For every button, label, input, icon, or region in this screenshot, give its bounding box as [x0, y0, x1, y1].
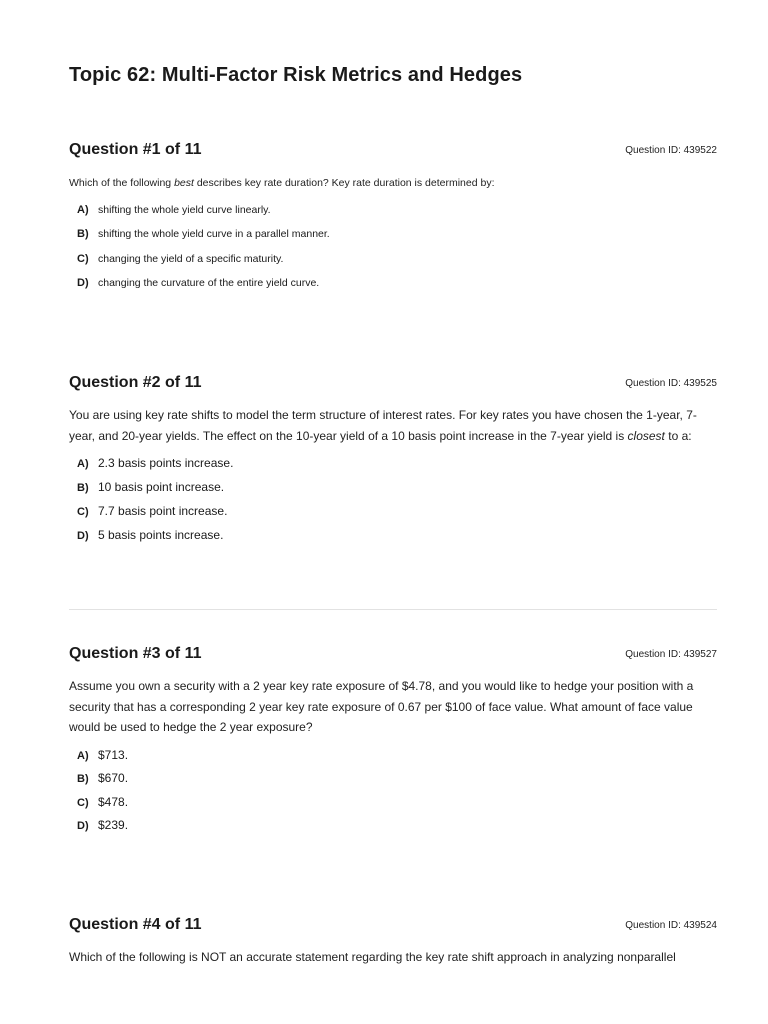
answer-text: changing the yield of a specific maturity.: [98, 252, 284, 265]
answer-text: shifting the whole yield curve linearly.: [98, 203, 271, 216]
answer-letter: A): [77, 458, 89, 470]
answer-list: [69, 456, 717, 552]
question-header: [69, 916, 717, 938]
question-text: [69, 947, 717, 968]
answer-option[interactable]: [77, 818, 717, 842]
answer-option[interactable]: [77, 748, 717, 772]
question-id: Question ID: 439525: [625, 378, 717, 389]
question-text-emphasis: best: [174, 177, 194, 189]
answer-option[interactable]: [77, 480, 717, 504]
question-title: Question #3 of 11: [69, 645, 202, 662]
question-text-emphasis: closest: [627, 428, 665, 443]
answer-text: 2.3 basis points increase.: [98, 456, 234, 470]
answer-option[interactable]: [77, 528, 717, 552]
answer-option[interactable]: [77, 795, 717, 819]
question-header: [69, 141, 717, 163]
question-text-part: Which of the following is NOT an accurate statement regarding the key rate shift approach in analyzing nonparallel: [69, 950, 676, 964]
question-text: [69, 676, 717, 738]
question-text-part: Assume you own a security with a 2 year key rate exposure of $4.78, and you would like to hedge your position with a security that has a corresponding 2 year key rate exposure of 0.67 per $100 of face value. What amount of face value would be used to hedge the 2 year exposure?: [69, 679, 694, 734]
answer-text: 10 basis point increase.: [98, 480, 225, 494]
question-text: [69, 173, 717, 194]
question-divider: [69, 609, 717, 610]
question-id: Question ID: 439524: [625, 920, 717, 931]
answer-option[interactable]: [77, 456, 717, 480]
question-title: Question #2 of 11: [69, 374, 202, 391]
answer-option[interactable]: [77, 771, 717, 795]
answer-letter: C): [77, 506, 89, 518]
answer-letter: C): [77, 252, 89, 265]
question-title: Question #1 of 11: [69, 141, 202, 158]
answer-letter: A): [77, 749, 89, 762]
answer-text: 5 basis points increase.: [98, 528, 224, 542]
question-1: [69, 141, 717, 302]
answer-text: shifting the whole yield curve in a parallel manner.: [98, 228, 330, 240]
answer-letter: D): [77, 820, 89, 832]
question-id: Question ID: 439527: [625, 649, 717, 660]
question-title: Question #4 of 11: [69, 916, 202, 933]
answer-text: $670.: [98, 771, 129, 785]
answer-text: $239.: [98, 818, 129, 832]
question-text-part: You are using key rate shifts to model the term structure of interest rates. For key rates you have chosen the 1-year, 7-year, and 20-year yields. The effect on the 10-year yield of a 10 basis point increase in the 7-year yield is: [69, 408, 697, 443]
question-text: [69, 405, 717, 446]
answer-letter: B): [77, 482, 89, 494]
answer-list: [69, 204, 717, 302]
answer-letter: D): [77, 277, 89, 289]
answer-option[interactable]: [77, 204, 717, 229]
answer-text: 7.7 basis point increase.: [98, 504, 228, 518]
answer-text: $478.: [98, 794, 129, 809]
question-id: Question ID: 439522: [625, 145, 717, 156]
question-header: [69, 374, 717, 396]
answer-letter: D): [77, 530, 89, 542]
question-text-part: describes key rate duration? Key rate duration is determined by:: [193, 177, 495, 189]
question-header: [69, 645, 717, 667]
answer-text: changing the curvature of the entire yield curve.: [98, 277, 320, 289]
topic-title: Topic 62: Multi-Factor Risk Metrics and Hedges: [69, 64, 523, 86]
question-text-part: Which of the following: [69, 177, 175, 189]
question-4: [69, 916, 717, 968]
question-text-part: to a:: [664, 428, 692, 443]
question-3: [69, 645, 717, 842]
answer-letter: B): [77, 773, 89, 785]
answer-option[interactable]: [77, 277, 717, 302]
answer-text: $713.: [98, 747, 129, 762]
answer-letter: A): [77, 203, 89, 216]
answer-letter: B): [77, 228, 89, 240]
answer-option[interactable]: [77, 228, 717, 253]
answer-letter: C): [77, 796, 89, 809]
answer-option[interactable]: [77, 504, 717, 528]
answer-option[interactable]: [77, 253, 717, 278]
answer-list: [69, 748, 717, 842]
question-2: [69, 374, 717, 552]
